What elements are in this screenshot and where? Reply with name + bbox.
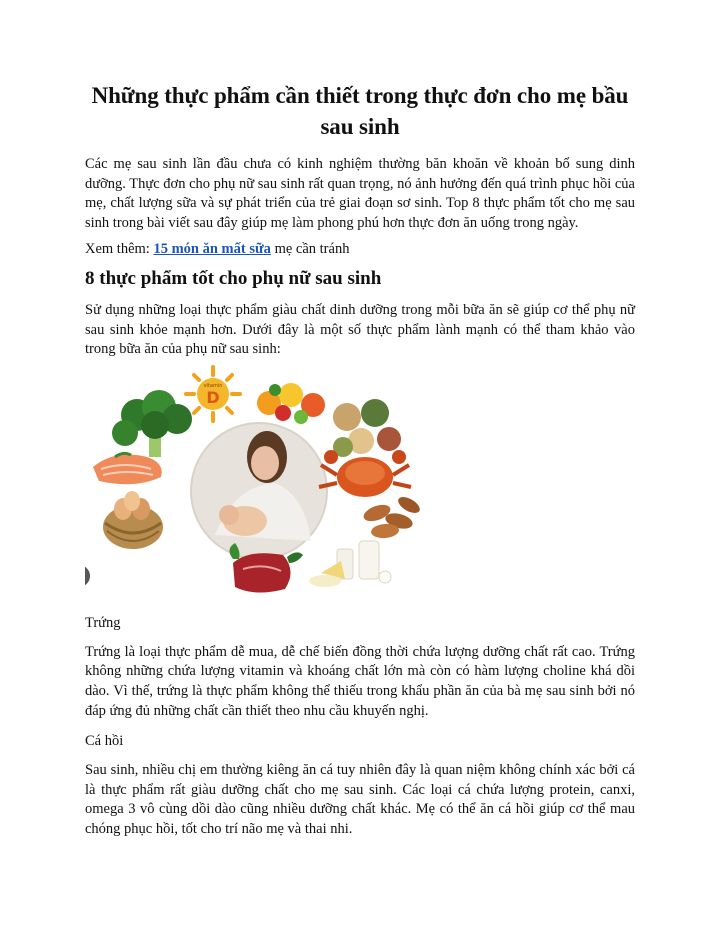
food-illustration — [85, 365, 445, 600]
see-also-link[interactable]: 15 món ăn mất sữa — [153, 241, 271, 258]
intro-paragraph: Các mẹ sau sinh lần đầu chưa có kinh nghiệm thường băn khoăn về khoản bổ sung dinh dưỡng. Thực đơn cho phụ nữ sau sinh rất quan trọng, nó ảnh hưởng đến quá trình phục hồi của mẹ, chất lượng sữa và sự phát triển của trẻ giai đoạn sơ sinh. Top 8 thực phẩm tốt cho mẹ sau sinh trong bài viết sau đây giúp mẹ làm phong phú hơn thực đơn ăn uống trong ngày. — [85, 156, 635, 231]
mother-baby-photo — [191, 423, 327, 559]
see-also-line — [85, 240, 635, 260]
svg-text:vitamin: vitamin — [203, 382, 223, 389]
article-title: Những thực phẩm cần thiết trong thực đơn cho mẹ bầu sau sinh — [91, 83, 629, 139]
food-illustration-svg — [85, 365, 445, 600]
item-text-eggs: Trứng là loại thực phẩm dễ mua, dễ chế biến đồng thời chứa lượng dưỡng chất rất cao. Trứng không những chứa lượng vitamin và khoáng chất lớn mà còn có hàm lượng choline khá dồi dào. Vì thế, trứng là thực phẩm không thể thiếu trong khẩu phần ăn của bà mẹ sau sinh bởi nó đáp ứng đủ những chất cần thiết theo nhu cầu khuyến nghị. — [85, 643, 635, 719]
vitamin-d-sun-icon — [186, 367, 240, 421]
item-heading-eggs: Trứng — [85, 614, 121, 631]
svg-text:D: D — [206, 387, 220, 407]
article — [85, 80, 635, 851]
section-heading: 8 thực phẩm tốt cho phụ nữ sau sinh — [85, 267, 382, 289]
see-also-prefix: Xem thêm: — [85, 241, 154, 258]
item-heading-salmon: Cá hồi — [85, 733, 124, 750]
see-also-suffix: mẹ cần tránh — [270, 241, 350, 258]
section-intro: Sử dụng những loại thực phẩm giàu chất dinh dưỡng trong mỗi bữa ăn sẽ giúp cơ thể phụ nữ sau sinh khỏe mạnh hơn. Dưới đây là một số thực phẩm lành mạnh có thể tham khảo vào trong bữa ăn của phụ nữ sau sinh: — [85, 301, 635, 358]
item-text-salmon: Sau sinh, nhiều chị em thường kiêng ăn cá tuy nhiên đây là quan niệm không chính xác bởi cá là thực phẩm rất giàu dưỡng chất cho mẹ sau sinh. Các loại cá chứa lượng protein, canxi, omega 3 vô cùng dồi dào cũng nhiều dưỡng chất khác. Mẹ có thể ăn cá hồi giúp cơ thể mau chóng phục hồi, tốt cho trí não mẹ và thai nhi. — [85, 762, 635, 837]
